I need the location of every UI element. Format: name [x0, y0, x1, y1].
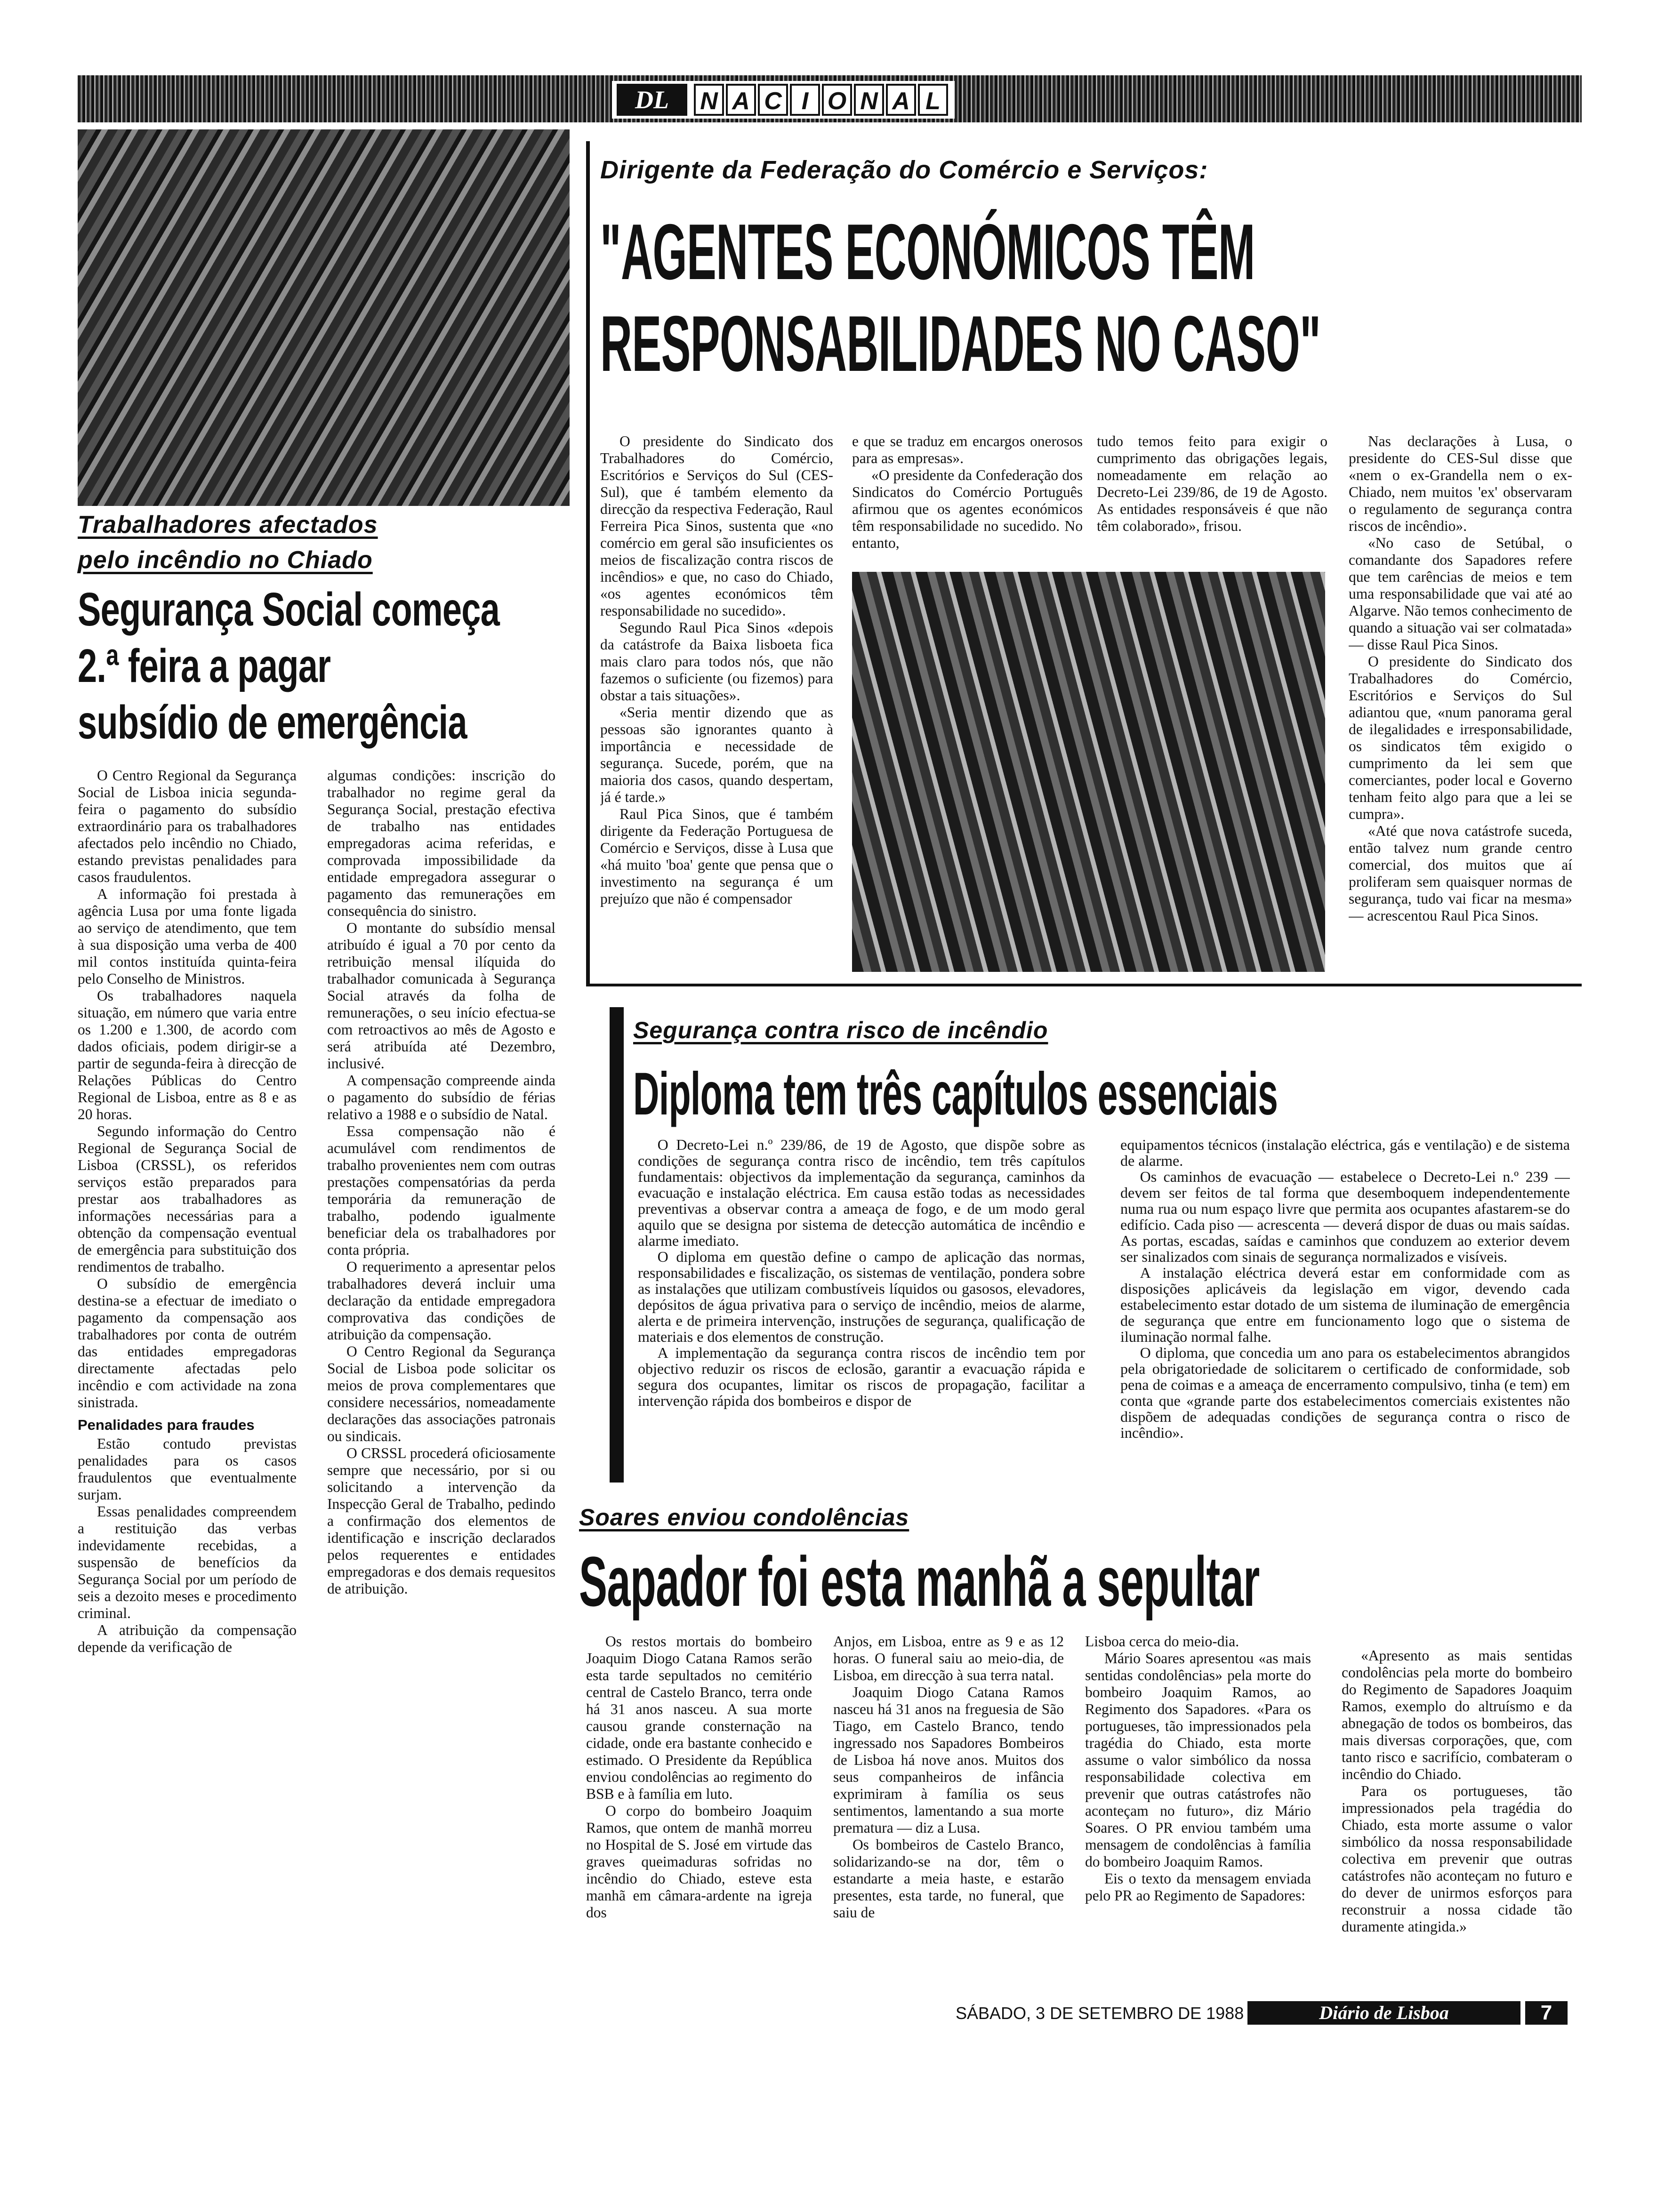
paragraph: equipamentos técnicos (instalação eléctrica, gás e ventilação) e de sistema de alarme.	[1120, 1137, 1570, 1169]
article2-column-1	[600, 433, 833, 970]
paragraph: tudo temos feito para exigir o cumprimento das obrigações legais, nomeadamente em relação ao Decreto-Lei 239/86, de 19 de Agosto. As entidades responsáveis é que não têm colaborado», frisou.	[1097, 433, 1327, 534]
paragraph: Os bombeiros de Castelo Branco, solidarizando-se na dor, têm o estandarte a meia haste, e estarão presentes, esta tarde, no funeral, que saiu de	[833, 1836, 1064, 1921]
section-letter: A	[886, 84, 916, 116]
paragraph: O CRSSL procederá oficiosamente sempre que necessário, por si ou solicitando a intervenção da Inspecção Geral de Trabalho, pedindo a confirmação dos elementos de identificação e inscrição declarados pelos requerentes e entidades empregadoras e dos demais requesitos de atribuição.	[327, 1445, 555, 1597]
article3-headline: Diploma tem três capítulos essenciais	[633, 1060, 1278, 1128]
article4-column-3	[1085, 1633, 1311, 2000]
section-letter: N	[854, 84, 884, 116]
paragraph: O Centro Regional da Segurança Social de Lisboa pode solicitar os meios de prova complementares que considere necessários, nomeadamente declarações das associações patronais ou sindicais.	[327, 1343, 555, 1444]
paragraph: Essas penalidades compreendem a restituição das verbas indevidamente recebidas, a suspensão de benefícios da Segurança Social por um período de seis a dezoito meses e procedimento criminal.	[78, 1503, 297, 1621]
article1-headline-line1: Segurança Social começa	[78, 583, 500, 636]
paragraph: O montante do subsídio mensal atribuído é igual a 70 por cento da retribuição mensal ilíquida do trabalhador comunicada à Segurança Social através da folha de remunerações, o seu início efectua-se com retroactivos ao mês de Agosto e será atribuída até Dezembro, inclusivé.	[327, 920, 555, 1072]
section-letter: C	[758, 84, 788, 116]
paragraph: O subsídio de emergência destina-se a efectuar de imediato o pagamento da compensação aos trabalhadores por conta de outrém das entidades empregadoras directamente afectadas pelo incêndio e com actividade na zona sinistrada.	[78, 1275, 297, 1411]
paragraph: «Até que nova catástrofe suceda, então talvez num grande centro comercial, dos muitos que aí proliferam sem quaisquer normas de segurança, tudo vai ficar na mesma» — acrescentou Raul Pica Sinos.	[1349, 823, 1572, 924]
paragraph: Para os portugueses, tão impressionados pela tragédia do Chiado, esta morte assume o valor simbólico da nossa responsabilidade colectiva em prevenir que outras catástrofes não aconteçam no futuro e do dever de unirmos esforços para reconstruir a nossa cidade tão duramente atingida.»	[1342, 1783, 1572, 1935]
paragraph: Segundo informação do Centro Regional de Segurança Social de Lisboa (CRSSL), os referidos serviços estão preparados para prestar aos trabalhadores as informações necessárias para a obtenção da compensação eventual de emergência para substituição dos rendimentos de trabalho.	[78, 1123, 297, 1275]
paragraph: «O presidente da Confederação dos Sindicatos do Comércio Português afirmou que os agentes económicos têm responsabilidade no sucedido. No entanto,	[852, 467, 1083, 551]
paragraph: O Decreto-Lei n.º 239/86, de 19 de Agosto, que dispõe sobre as condições de segurança contra risco de incêndio, tem três capítulos fundamentais: objectivos da implementação da segurança, caminhos da evacuação e instalação eléctrica. Em causa estão todas as necessidades preventivas a observar contra a ameaça de fogo, e de um modo geral aquilo que se designa por sistema de detecção automática de incêndio e alarme imediato.	[638, 1137, 1085, 1249]
article3-left-bar	[610, 1007, 624, 1483]
paragraph: Os trabalhadores naquela situação, em número que varia entre os 1.200 e 1.300, de acordo com dados oficiais, podem dirigir-se a partir de segunda-feira à direcção de Relações Públicas do Centro Regional de Lisboa, entre as 8 e as 20 horas.	[78, 987, 297, 1122]
article4-column-1	[586, 1633, 812, 2000]
paragraph: Segundo Raul Pica Sinos «depois da catástrofe da Baixa lisboeta fica mais claro para todos nós, que não fazemos o suficiente (ou fizemos) para obstar a tais situações».	[600, 619, 833, 704]
paragraph: A informação foi prestada à agência Lusa por uma fonte ligada ao serviço de atendimento, que tem à sua disposição uma verba de 400 mil contos instituída quinta-feira pelo Conselho de Ministros.	[78, 886, 297, 987]
section-letter: O	[822, 84, 852, 116]
article1-headline-line2: 2.ª feira a pagar	[78, 640, 331, 692]
photo-workers-crowd	[78, 129, 570, 506]
article1-column-2	[327, 767, 555, 1915]
article2-column-2	[852, 433, 1083, 562]
paragraph: A atribuição da compensação depende da verificação de	[78, 1622, 297, 1655]
article2-left-rule	[586, 141, 590, 984]
paragraph: Anjos, em Lisboa, entre as 9 e as 12 horas. O funeral saiu ao meio-dia, de Lisboa, em direcção à sua terra natal.	[833, 1633, 1064, 1683]
paragraph: Os caminhos de evacuação — estabelece o Decreto-Lei n.º 239 — devem ser feitos de tal forma que desemboquem independentemente numa rua ou num espaço livre que permita aos ocupantes afastarem-se do edifício. Cada piso — acrescenta — deverá dispor de duas ou mais saídas. As portas, escadas, saídas e caminhos que conduzem ao exterior devem ser sinalizados com sinais de segurança normalizados e visíveis.	[1120, 1168, 1570, 1265]
article2-column-4	[1349, 433, 1572, 974]
article2-headline-line2: RESPONSABILIDADES NO CASO"	[600, 299, 1321, 388]
article2-column-3	[1097, 433, 1327, 562]
paragraph: e que se traduz em encargos onerosos para as empresas».	[852, 433, 1083, 466]
article3-column-2	[1120, 1137, 1570, 1494]
paragraph: Nas declarações à Lusa, o presidente do CES-Sul disse que «nem o ex-Grandella nem o ex-Chiado, nem muitos 'ex' observaram o regulamento de segurança contra riscos de incêndio».	[1349, 433, 1572, 534]
section-letter: A	[726, 84, 756, 116]
newspaper-logo: DL	[617, 84, 687, 116]
paragraph: O presidente do Sindicato dos Trabalhadores do Comércio, Escritórios e Serviços do Sul adiantou que, «num panorama geral de ilegalidades e irresponsabilidade, os sindicatos têm exigido o cumprimento da lei sem que comerciantes, poder local e Governo tenham feito algo para que a lei se cumpra».	[1349, 653, 1572, 822]
paragraph: Mário Soares apresentou «as mais sentidas condolências» pela morte do bombeiro Joaquim Ramos, ao Regimento dos Sapadores. «Para os portugueses, tão impressionados pela tragédia do Chiado, esta morte assume o valor simbólico da nossa responsabilidade colectiva em prevenir que outras catástrofes não aconteçam no futuro», diz Mário Soares. O PR enviou também uma mensagem de condolências à família do bombeiro Joaquim Ramos.	[1085, 1650, 1311, 1870]
paragraph: Joaquim Diogo Catana Ramos nasceu há 31 anos na freguesia de São Tiago, em Castelo Branco, tendo ingressado nos Sapadores Bombeiros de Lisboa há nove anos. Muitos dos seus companheiros de infância exprimiram à família os seus sentimentos, lamentando a sua morte prematura — diz a Lusa.	[833, 1684, 1064, 1836]
paragraph: O presidente do Sindicato dos Trabalhadores do Comércio, Escritórios e Serviços do Sul (CES-Sul), que é também elemento da direcção da respectiva Federação, Raul Ferreira Pica Sinos, sustenta que «no comércio em geral são insuficientes os meios de fiscalização contra riscos de incêndios» e que, no caso do Chiado, «os agentes económicos têm responsabilidade no sucedido».	[600, 433, 833, 619]
article4-column-2	[833, 1633, 1064, 2000]
paragraph: A implementação da segurança contra riscos de incêndio tem por objectivo reduzir os riscos de eclosão, garantir a evacuação rápida e segura dos ocupantes, limitar os riscos de propagação, facilitar a intervenção rápida dos bombeiros e dispor de	[638, 1344, 1085, 1409]
paragraph: Os restos mortais do bombeiro Joaquim Diogo Catana Ramos serão esta tarde sepultados no cemitério central de Castelo Branco, terra onde há 31 anos nasceu. A sua morte causou grande consternação na cidade, onde era bastante conhecido e estimado. O Presidente da República enviou condolências ao regimento do BSB e à família em luto.	[586, 1633, 812, 1802]
article1-headline-line3: subsídio de emergência	[78, 696, 467, 749]
article4-column-4	[1342, 1647, 1572, 2000]
paragraph: O requerimento a apresentar pelos trabalhadores deverá incluir uma declaração da entidade empregadora comprovativa das condições de atribuição da compensação.	[327, 1258, 555, 1343]
paragraph: «No caso de Setúbal, o comandante dos Sapadores refere que tem carências de meios e tem uma responsabilidade que vai até ao Algarve. Não temos conhecimento de quando a situação vai ser colmatada» — disse Raul Pica Sinos.	[1349, 535, 1572, 653]
paragraph: «Apresento as mais sentidas condolências pela morte do bombeiro do Regimento de Sapadores Joaquim Ramos, exemplo do altruísmo e da abnegação de todos os bombeiros, das mais diversas corporações, que, com tanto risco e sacrifício, combateram o incêndio do Chiado.	[1342, 1647, 1572, 1782]
paragraph: O Centro Regional da Segurança Social de Lisboa inicia segunda-feira o pagamento do subsídio extraordinário para os trabalhadores afectados pelo incêndio no Chiado, estando previstas penalidades para casos fraudulentos.	[78, 767, 297, 885]
paragraph: A instalação eléctrica deverá estar em conformidade com as disposições aplicáveis da legislação em vigor, devendo cada estabelecimento estar dotado de um sistema de iluminação de emergência de segurança que entre em funcionamento logo que o sistema de iluminação normal falhe.	[1120, 1264, 1570, 1345]
article1-kicker-line1: Trabalhadores afectados	[78, 511, 378, 538]
paragraph: O corpo do bombeiro Joaquim Ramos, que ontem de manhã morreu no Hospital de S. José em virtude das graves queimaduras sofridas no incêndio do Chiado, esteve esta manhã em câmara-ardente na igreja dos	[586, 1803, 812, 1921]
paragraph: Eis o texto da mensagem enviada pelo PR ao Regimento de Sapadores:	[1085, 1870, 1311, 1904]
article3-kicker: Segurança contra risco de incêndio	[633, 1017, 1048, 1043]
footer-paper-name: Diário de Lisboa	[1247, 2001, 1520, 2025]
footer-page-number: 7	[1525, 2001, 1568, 2025]
paragraph: Raul Pica Sinos, que é também dirigente da Federação Portuguesa de Comércio e Serviços, disse à Lusa que «há muito 'boa' gente que pensa que o investimento na segurança é um prejuízo que não é compensador	[600, 806, 833, 907]
paragraph: O diploma, que concedia um ano para os estabelecimentos abrangidos pela obrigatoriedade de solicitarem o certificado de conformidade, sob pena de coimas e a ameaça de encerramento compulsivo, tinha (e tem) em conta que «grande parte dos estabelecimentos comerciais existentes não dispõem de adequadas condições de segurança contra o risco de incêndio».	[1120, 1344, 1570, 1441]
article3-column-1	[638, 1137, 1085, 1494]
paragraph: A compensação compreende ainda o pagamento do subsídio de férias relativo a 1988 e o subsídio de Natal.	[327, 1072, 555, 1122]
article2-kicker: Dirigente da Federação do Comércio e Serviços:	[600, 156, 1208, 184]
article4-kicker: Soares enviou condolências	[579, 1504, 909, 1531]
paragraph: algumas condições: inscrição do trabalhador no regime geral da Segurança Social, prestação efectiva de trabalho nas entidades empregadoras acima referidas, e comprovada impossibilidade da entidade empregadora assegurar o pagamento das remunerações em consequência do sinistro.	[327, 767, 555, 919]
article1-column-1	[78, 767, 297, 1915]
subhead: Penalidades para fraudes	[78, 1417, 255, 1433]
section-letter: N	[694, 84, 724, 116]
article1-kicker-line2: pelo incêndio no Chiado	[78, 546, 373, 574]
paragraph: O diploma em questão define o campo de aplicação das normas, responsabilidades e fiscalização, os sistemas de ventilação, pondera sobre as instalações que utilizam combustíveis líquidos ou gasosos, elevadores, depósitos de água privativa para o serviço de incêndio, meios de alarme, alerta e de primeira intervenção, instruções de segurança, qualificação de materiais e dos elementos de construção.	[638, 1248, 1085, 1345]
paragraph: Essa compensação não é acumulável com rendimentos de trabalho provenientes nem com outras prestações compensatórias da perda temporária da remuneração de trabalho, podendo igualmente beneficiar dela os trabalhadores por conta própria.	[327, 1123, 555, 1258]
section-letter: I	[790, 84, 820, 116]
section-letter: L	[918, 84, 948, 116]
article2-headline-line1: "AGENTES ECONÓMICOS TÊM	[600, 208, 1255, 296]
section-header	[612, 81, 955, 119]
paragraph: «Seria mentir dizendo que as pessoas são ignorantes quanto à importância e necessidade de segurança. Sucede, porém, que na maioria dos casos, quando despertam, já é tarde.»	[600, 704, 833, 805]
footer-date: SÁBADO, 3 DE SETEMBRO DE 1988	[956, 2004, 1244, 2023]
paragraph: Estão contudo previstas penalidades para os casos fraudulentos que eventualmente surjam.	[78, 1435, 297, 1503]
paragraph: Lisboa cerca do meio-dia.	[1085, 1633, 1239, 1650]
article2-bottom-rule	[586, 984, 1582, 986]
photo-burned-building	[852, 572, 1325, 972]
article4-headline: Sapador foi esta manhã a sepultar	[579, 1542, 1260, 1621]
